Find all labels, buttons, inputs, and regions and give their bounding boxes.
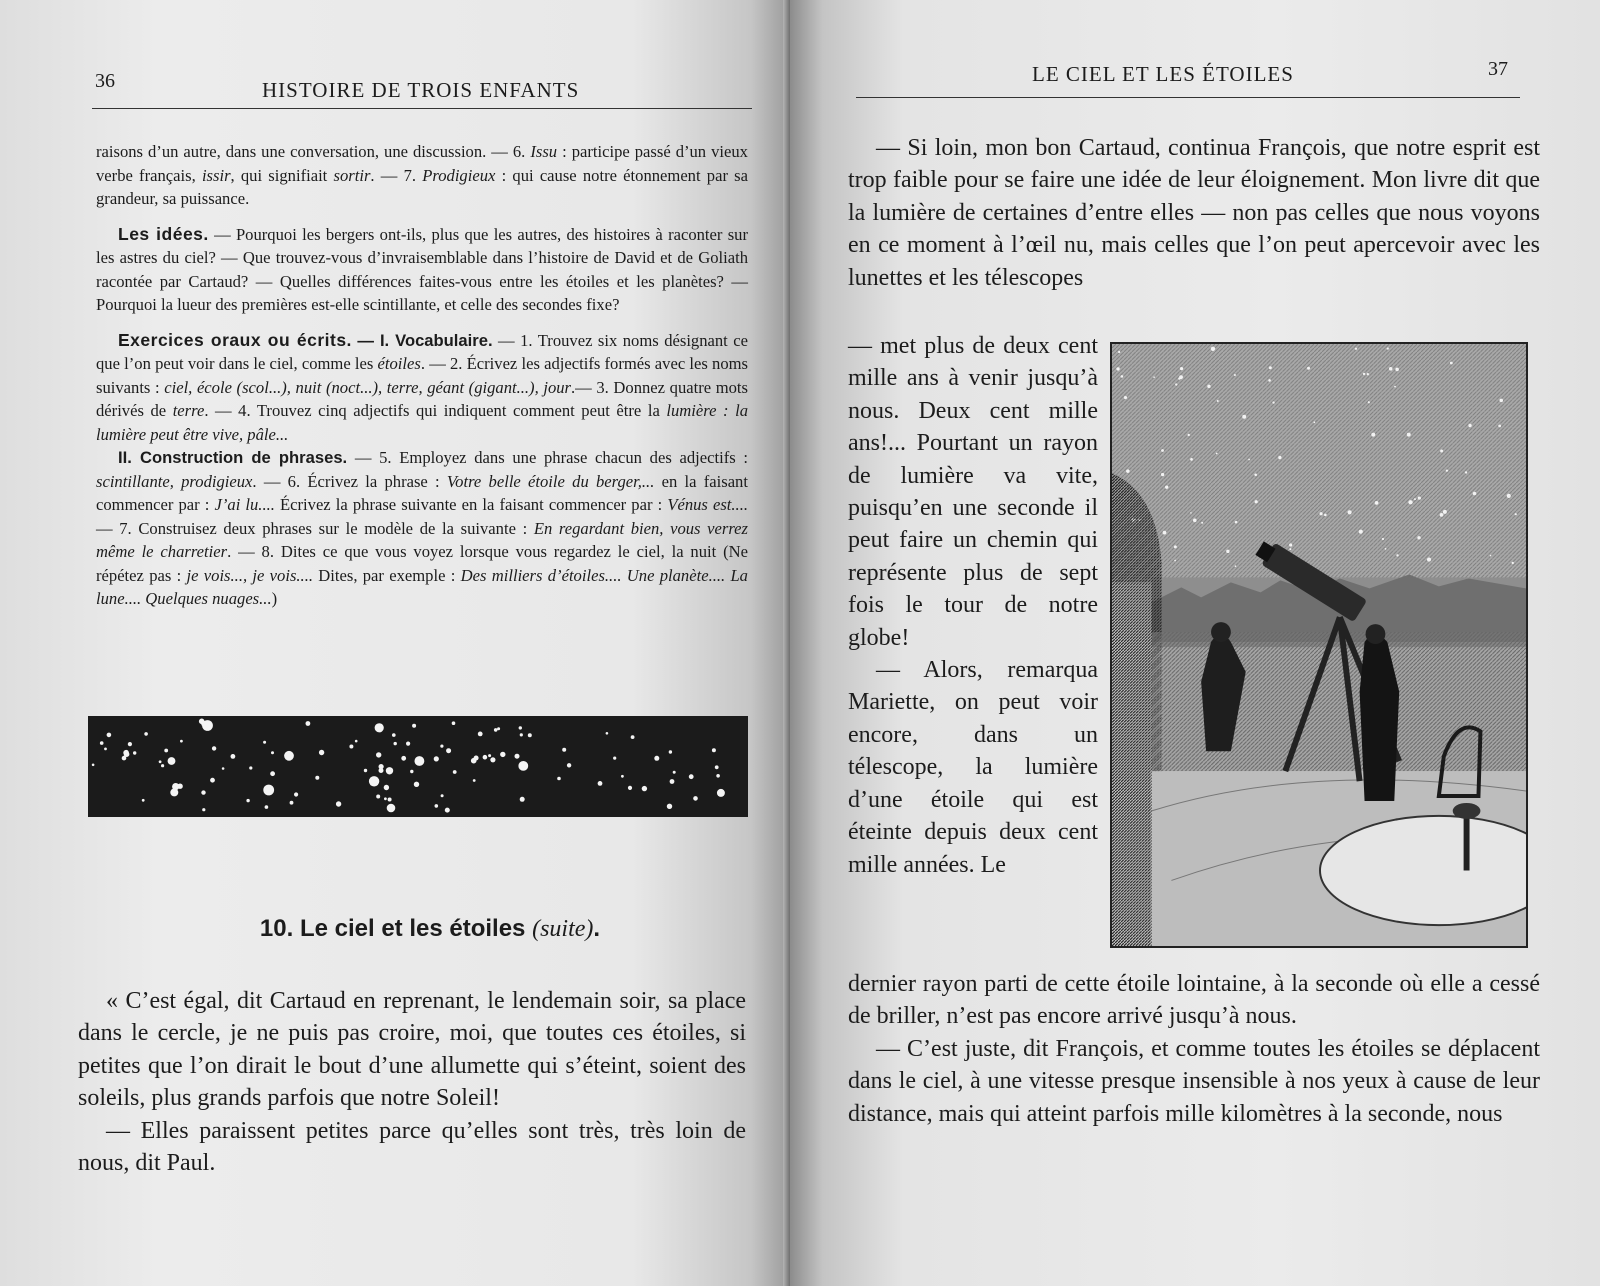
- story-paragraph: — Si loin, mon bon Cartaud, continua François, que notre esprit est trop faible pour se faire une idée de leur éloignement. Mon livre dit que la lumière de certaines d’entre elles — non pas celles que nous voyons en ce moment à l’œil nu, mais celles que l’on peut apercevoir avec les lunettes et les télescopes: [848, 135, 1540, 291]
- exercices-paragraph-2: II. Construction de phrases. — 5. Employez dans une phrase chacun des adjectifs : scintillante, prodigieux. — 6. Écrivez la phrase : Votre belle étoile du berger,... en la faisant commencer par : J’ai lu.... Écrivez la phrase suivante en la faisant commencer par : Vénus est.... — 7. Construisez deux phrases sur le modèle de la suivante : En regardant bien, vous verrez même le charretier. — 8. Dites ce que vous voyez lorsque vous regardez le ciel, la nuit (Ne répétez pas : je vois..., je vois.... Dites, par exemple : Des milliers d’étoiles.... Une planète.... La lune.... Quelques nuages...): [96, 448, 748, 608]
- exercices-paragraph: Exercices oraux ou écrits. — I. Vocabulaire. — 1. Trouvez six noms désignant ce que l’on peut voir dans le ciel, comme les étoiles. — 2. Écrivez les adjectifs formés avec les noms suivants : ciel, école (scol...), nuit (noct...), terre, géant (gigant...), jour.— 3. Donnez quatre mots dérivés de terre. — 4. Trouvez cinq adjectifs qui indiquent comment peut être la lumière : la lumière peut être vive, pâle...: [96, 329, 749, 444]
- page-number: 36: [95, 70, 115, 92]
- story-paragraph: — Alors, remarqua Mariette, on peut voir encore, dans un télescope, la lumière d’une étoile qui est éteinte depuis deux cent mille années. Le: [848, 657, 1098, 878]
- idees-paragraph: Les idées. — Pourquoi les bergers ont-ils, plus que les autres, des histoires à raconter sur les astres du ciel? — Que trouvez-vous d’invraisemblable dans l’histoire de David et de Goliath racontée par Cartaud? — Quelles différences faites-vous entre les étoiles et les planètes? — Pourquoi la lueur des premières est-elle scintillante, et celle des secondes fixe?: [96, 223, 748, 314]
- story-paragraph: — Elles paraissent petites parce qu’elles sont très, très loin de nous, dit Paul.: [78, 1117, 746, 1177]
- story-bottom: [848, 968, 1540, 1130]
- left-page: [0, 0, 790, 1286]
- starfield-illustration: [88, 716, 748, 817]
- header-rule: [856, 97, 1520, 98]
- running-head: HISTOIRE DE TROIS ENFANTS: [262, 78, 580, 102]
- idees-heading: Les idées.: [118, 223, 209, 244]
- story-paragraph: — C’est juste, dit François, et comme toutes les étoiles se déplacent dans le ciel, à une vitesse presque insensible à nos yeux à cause de leur distance, mais qui atteint parfois mille kilomètres à la seconde, nous: [848, 1035, 1540, 1127]
- story-paragraph: dernier rayon parti de cette étoile lointaine, à la seconde où elle a cessé de briller, n’est pas encore arrivé jusqu’à nous.: [848, 971, 1540, 1030]
- running-head: LE CIEL ET LES ÉTOILES: [1032, 62, 1294, 86]
- exercices-heading: Exercices oraux ou écrits.: [118, 329, 352, 350]
- story-paragraph: « C’est égal, dit Cartaud en reprenant, le lendemain soir, sa place dans le cercle, je ne puis pas croire, moi, que toutes ces étoiles, si petites que l’on dirait le bout d’une allumette qui s’éteint, soient des soleils, plus grands parfois que notre Soleil!: [78, 988, 746, 1112]
- story-block: [78, 985, 746, 1179]
- section-title: 10. Le ciel et les étoiles (suite).: [259, 915, 601, 942]
- telescope-engraving: [1110, 342, 1528, 948]
- word-notes: raisons d’un autre, dans une conversation, une discussion. — 6. Issu : participe passé d’un vieux verbe français, issir, qui signifiait sortir. — 7. Prodigieux : qui cause notre étonnement par sa grandeur, sa puissance.: [96, 142, 749, 208]
- story-top: [848, 132, 1540, 294]
- story-wrapped: [848, 330, 1098, 881]
- page-number: 37: [1488, 58, 1508, 80]
- header-rule: [92, 108, 752, 109]
- notes-block: [96, 140, 748, 611]
- story-paragraph: — met plus de deux cent mille ans à venir jusqu’à nous. Deux cent mille ans!... Pourtant un rayon de lumière va vite, puisqu’en une seconde il peut faire un chemin qui représente plus de sept fois le tour de notre globe!: [848, 333, 1098, 651]
